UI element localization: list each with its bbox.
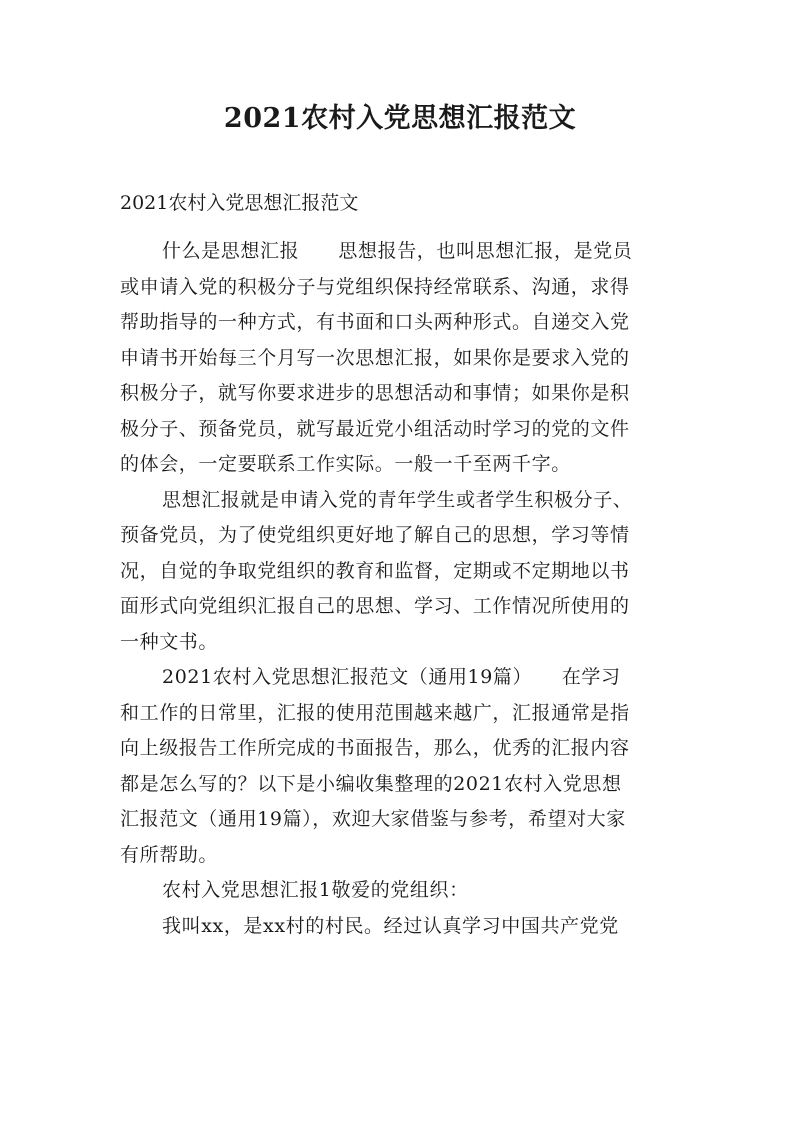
text-line: 申请书开始每三个月写一次思想汇报，如果你是要求入党的 (120, 346, 630, 369)
text-line: 或申请入党的积极分子与党组织保持经常联系、沟通，求得 (120, 275, 630, 298)
text-line: 有所帮助。 (120, 843, 219, 866)
text-line: 的体会，一定要联系工作实际。一般一千至两千字。 (120, 453, 571, 475)
text-line: 我叫xx，是xx村的村民。经过认真学习中国共产党党 (162, 914, 619, 937)
document-subtitle: 2021农村入党思想汇报范文 (120, 192, 359, 214)
text-line: 农村入党思想汇报1敬爱的党组织： (162, 879, 469, 901)
text-line: 2021农村入党思想汇报范文（通用19篇） 在学习 (162, 666, 621, 688)
text-line: 都是怎么写的？以下是小编收集整理的2021农村入党思想 (120, 772, 622, 795)
text-line: 一种文书。 (120, 630, 219, 653)
document-body (120, 234, 680, 944)
text-line: 向上级报告工作所完成的书面报告，那么，优秀的汇报内容 (120, 737, 630, 759)
text-line: 和工作的日常里，汇报的使用范围越来越广，汇报通常是指 (120, 701, 630, 724)
text-line: 汇报范文（通用19篇），欢迎大家借鉴与参考，希望对大家 (120, 808, 626, 830)
text-line: 预备党员，为了使党组织更好地了解自己的思想，学习等情 (120, 524, 630, 546)
document-title: 2021农村入党思想汇报范文 (223, 103, 577, 134)
text-line: 极分子、预备党员，就写最近党小组活动时学习的党的文件 (120, 417, 630, 440)
text-line: 面形式向党组织汇报自己的思想、学习、工作情况所使用的 (120, 595, 630, 617)
text-line: 什么是思想汇报 思想报告，也叫思想汇报，是党员 (162, 240, 633, 262)
text-line: 思想汇报就是申请入党的青年学生或者学生积极分子、 (162, 488, 633, 511)
text-line: 积极分子，就写你要求进步的思想活动和事情；如果你是积 (120, 382, 630, 404)
text-line: 帮助指导的一种方式，有书面和口头两种形式。自递交入党 (120, 311, 630, 333)
text-line: 况，自觉的争取党组织的教育和监督，定期或不定期地以书 (120, 559, 630, 582)
